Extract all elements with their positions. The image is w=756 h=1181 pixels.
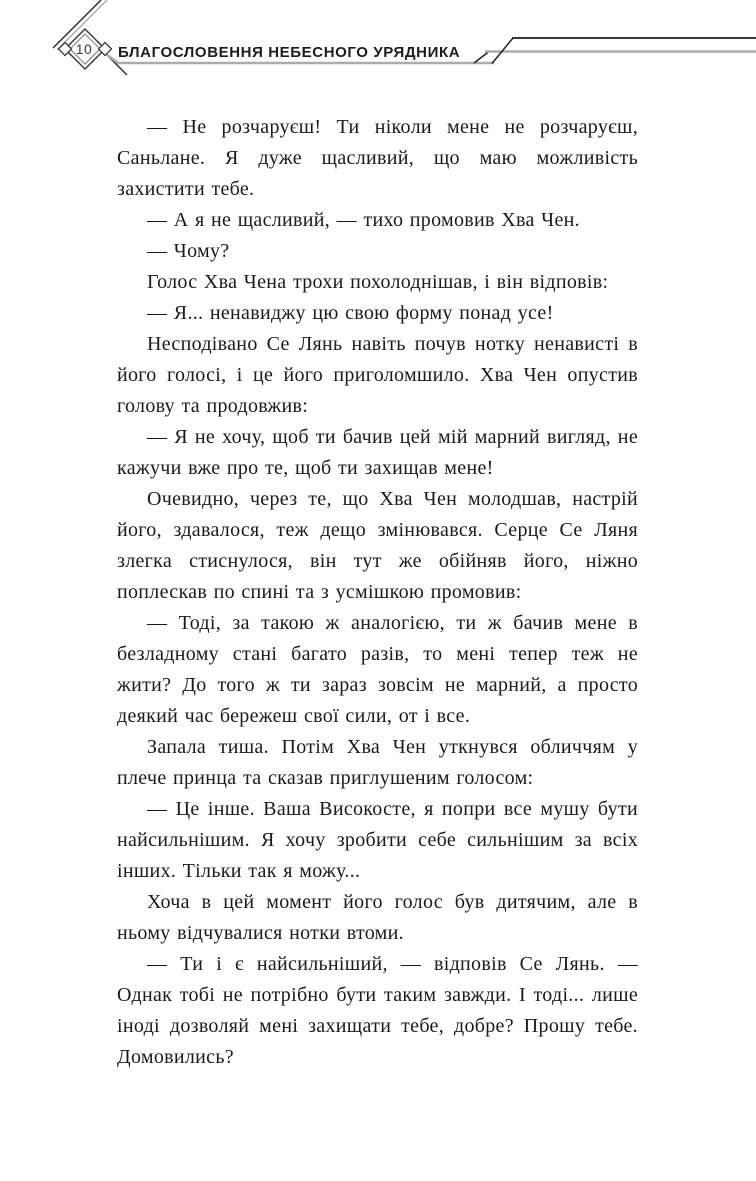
paragraph: Очевидно, через те, що Хва Чен молодшав, настрій його, здавалося, теж дещо змінювався. Серце Се Ляня злегка стиснулося, він тут же обійняв його, ніжно поплескав по спині та з усмішкою промовив:: [117, 488, 638, 603]
paragraph: — Тоді, за такою ж аналогією, ти ж бачив мене в безладному стані багато разів, то мені тепер теж не жити? До того ж ти зараз зовсім не марний, а просто деякий час бережеш свої сили, от і все.: [117, 612, 638, 727]
paragraph: Несподівано Се Лянь навіть почув нотку ненависті в його голосі, і це його приголомшило. Хва Чен опустив голову та продовжив:: [117, 333, 638, 417]
paragraph: — Я... ненавиджу цю свою форму понад усе!: [147, 302, 554, 324]
paragraph: — А я не щасливий, — тихо промовив Хва Чен.: [147, 209, 580, 231]
paragraph: — Ти і є найсильніший, — відповів Се Лянь. — Однак тобі не потрібно бути таким завжди. І тоді... лише іноді дозволяй мені захищати тебе, добре? Прошу тебе. Домовились?: [117, 953, 638, 1068]
header-rule-jog: [474, 52, 489, 64]
paragraph: — Не розчаруєш! Ти ніколи мене не розчаруєш, Саньлане. Я дуже щасливий, що маю можливість захистити тебе.: [117, 116, 638, 200]
paragraph: — Це інше. Ваша Високосте, я попри все мушу бути найсильнішим. Я хочу зробити себе сильнішим за всіх інших. Тільки так я можу...: [117, 798, 638, 882]
paragraph: Хоча в цей момент його голос був дитячим, але в ньому відчувалися нотки втоми.: [117, 891, 638, 944]
running-title: БЛАГОСЛОВЕННЯ НЕБЕСНОГО УРЯДНИКА: [118, 44, 461, 61]
paragraph: — Чому?: [147, 240, 230, 262]
paragraph: Запала тиша. Потім Хва Чен уткнувся обличчям у плече принца та сказав приглушеним голосом:: [117, 736, 638, 789]
page-text: [117, 112, 638, 1073]
paragraph: — Я не хочу, щоб ти бачив цей мій марний вигляд, не кажучи вже про те, щоб ти захищав мене!: [117, 426, 638, 479]
paragraph: Голос Хва Чена трохи похолоднішав, і він відповів:: [147, 271, 609, 293]
page-number: 10: [75, 41, 93, 57]
